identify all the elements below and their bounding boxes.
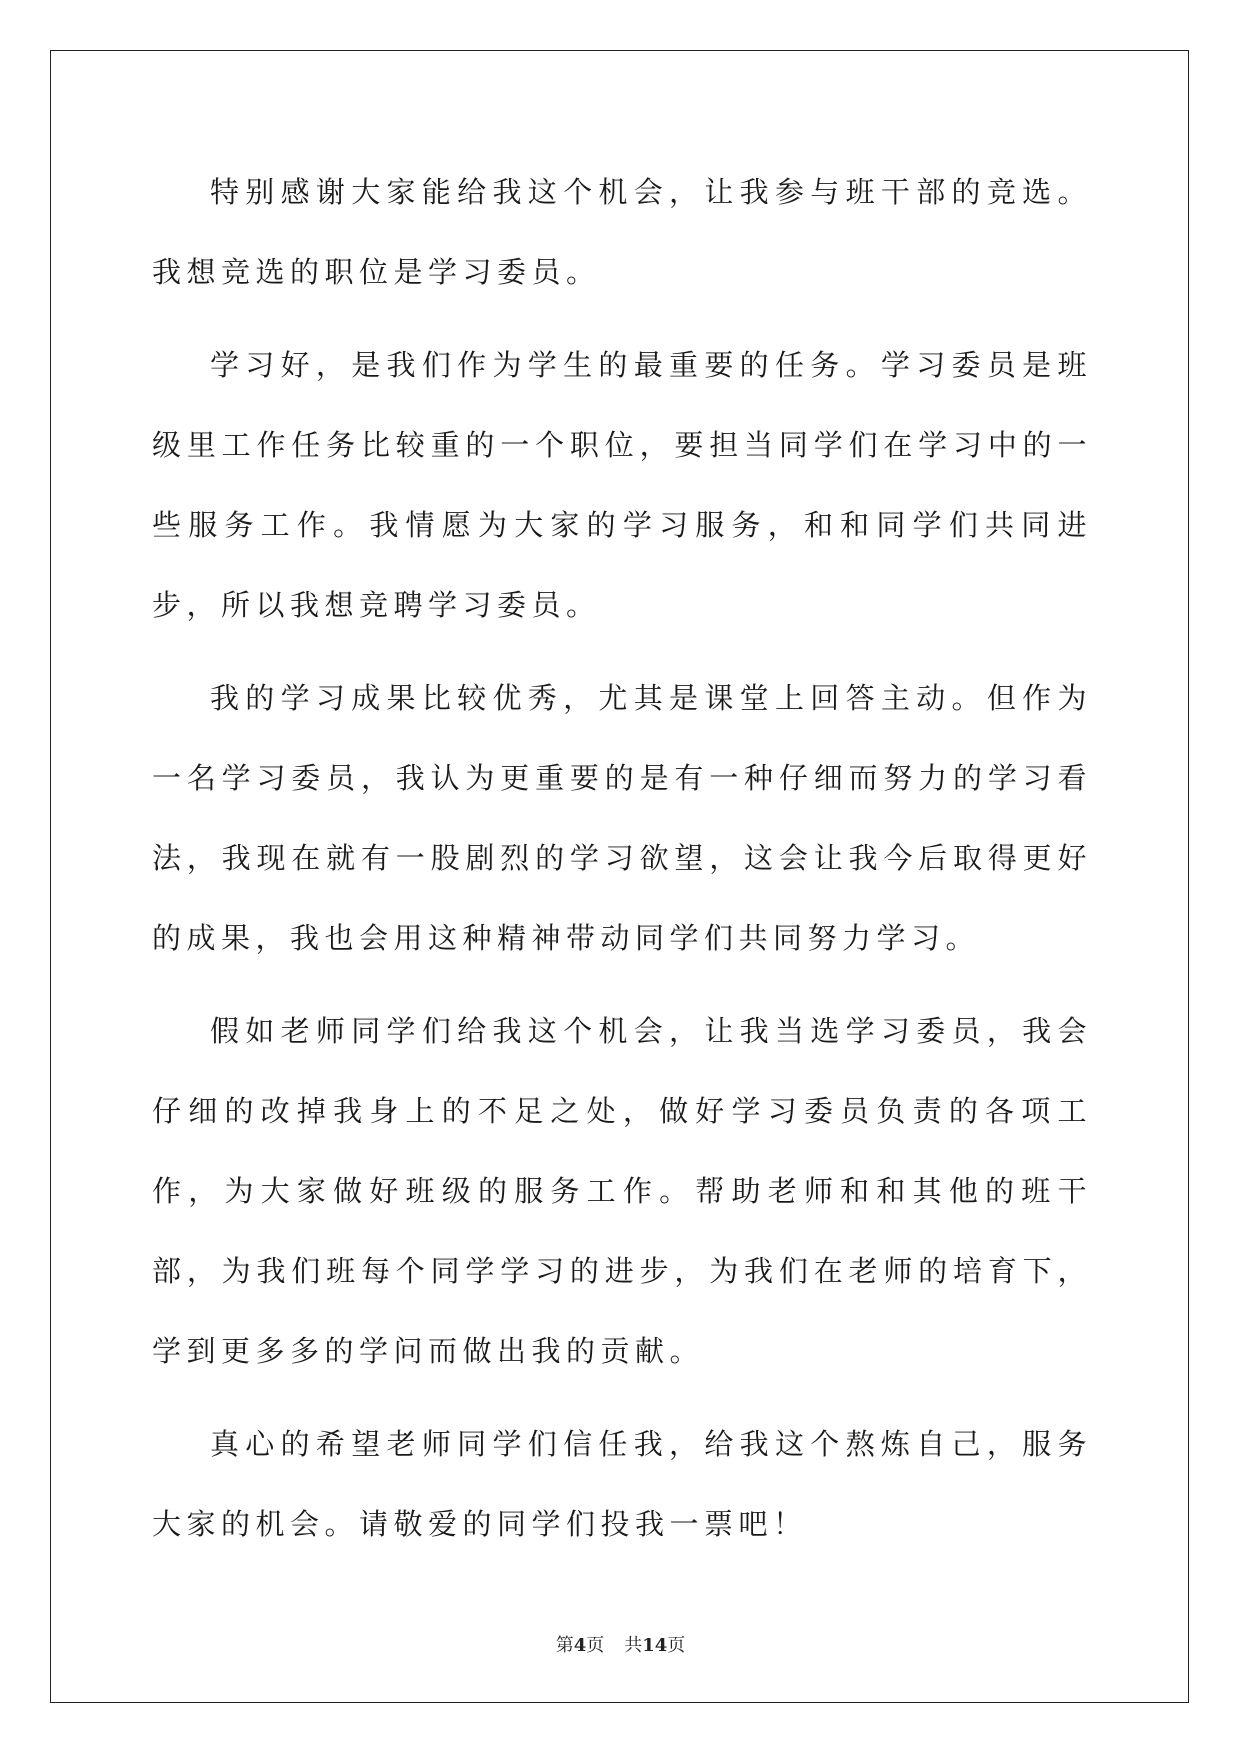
total-pages-number: 14 [642,1635,668,1656]
current-page-number: 4 [573,1635,587,1656]
page-suffix: 页 [586,1635,605,1656]
total-suffix: 页 [667,1635,686,1656]
paragraph-4: 假如老师同学们给我这个机会，让我当选学习委员，我会仔细的改掉我身上的不足之处，做好学习委员负责的各项工作，为大家做好班级的服务工作。帮助老师和和其他的班干部，为我们班每个同学学习的进步，为我们在老师的培育下，学到更多多的学问而做出我的贡献。 [152,1014,1092,1368]
paragraph-3: 我的学习成果比较优秀，尤其是课堂上回答主动。但作为一名学习委员，我认为更重要的是有一种仔细而努力的学习看法，我现在就有一股剧烈的学习欲望，这会让我今后取得更好的成果，我也会用这种精神带动同学们共同努力学习。 [152,681,1092,955]
paragraph-5: 真心的希望老师同学们信任我，给我这个熬炼自己，服务大家的机会。请敬爱的同学们投我一票吧！ [152,1427,1092,1541]
total-prefix: 共 [624,1635,643,1656]
page-prefix: 第 [555,1635,574,1656]
paragraph-2: 学习好，是我们作为学生的最重要的任务。学习委员是班级里工作任务比较重的一个职位，要担当同学们在学习中的一些服务工作。我情愿为大家的学习服务，和和同学们共同进步，所以我想竞聘学习委员。 [152,348,1092,622]
paragraph-1: 特别感谢大家能给我这个机会，让我参与班干部的竞选。我想竞选的职位是学习委员。 [152,175,1092,289]
page-footer [0,1631,1241,1657]
document-body [152,152,1092,1577]
